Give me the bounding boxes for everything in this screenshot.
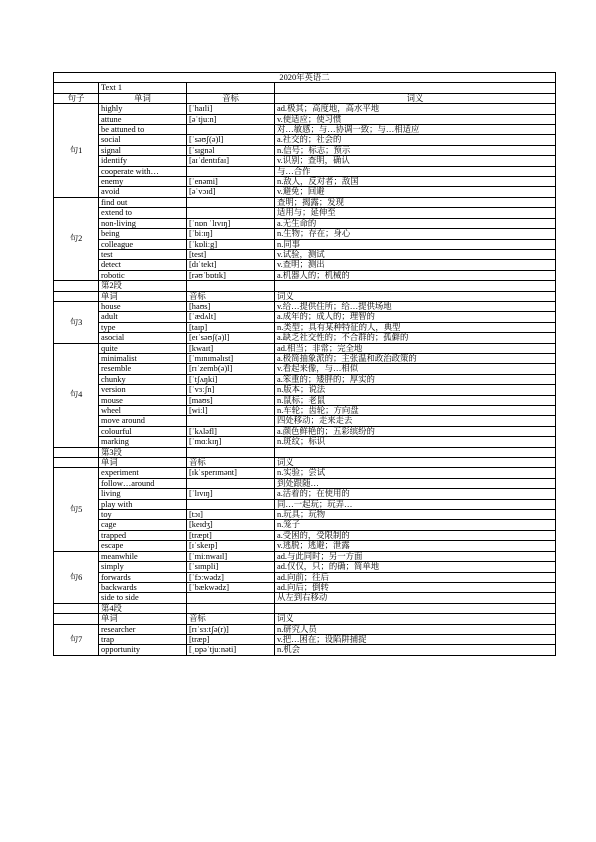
table-row [54, 249, 556, 259]
table-row [54, 385, 556, 395]
sheet-title: 2020年英语二 [54, 73, 556, 83]
word-cell: version [99, 385, 187, 395]
paragraph-label: 第2段 [99, 281, 187, 291]
header-phonetic: 音标 [187, 93, 275, 103]
word-cell: experiment [99, 468, 187, 478]
empty-cell [187, 603, 275, 613]
paragraph-label: 第3段 [99, 447, 187, 457]
text-label: Text 1 [99, 83, 187, 93]
phonetic-cell: [ˌɒpəˈtjuːnəti] [187, 645, 275, 655]
meaning-cell: n.信号；标志；预示 [275, 145, 556, 155]
meaning-cell: v.试验，测试 [275, 249, 556, 259]
phonetic-cell: [tɔɪ] [187, 510, 275, 520]
meaning-cell: n.车轮；齿轮；方向盘 [275, 406, 556, 416]
meaning-cell: n.实验；尝试 [275, 468, 556, 478]
meaning-cell: n.机会 [275, 645, 556, 655]
empty-cell [54, 83, 99, 93]
table-row [54, 395, 556, 405]
empty-cell [54, 458, 99, 468]
phonetic-cell [187, 499, 275, 509]
phonetic-cell: [ˈlɪvɪŋ] [187, 489, 275, 499]
sentence-group-label: 句6 [54, 551, 99, 603]
empty-cell [275, 281, 556, 291]
subheader-meaning: 词义 [275, 291, 556, 301]
word-cell: living [99, 489, 187, 499]
meaning-cell: v.避免；回避 [275, 187, 556, 197]
empty-cell [54, 281, 99, 291]
meaning-cell: ad.极其；高度地，高水平地 [275, 104, 556, 114]
word-cell: find out [99, 197, 187, 207]
table-row [54, 437, 556, 447]
meaning-cell: n.生物；存在；身心 [275, 229, 556, 239]
phonetic-cell: [wiːl] [187, 406, 275, 416]
empty-cell [54, 614, 99, 624]
phonetic-cell [187, 125, 275, 135]
word-cell: meanwhile [99, 551, 187, 561]
table-row [54, 645, 556, 655]
word-cell: identify [99, 156, 187, 166]
table-row [54, 499, 556, 509]
word-cell: move around [99, 416, 187, 426]
table-row [54, 208, 556, 218]
meaning-cell: n.类型；具有某种特征的人，典型 [275, 322, 556, 332]
meaning-cell: a.笨重的；矮胖的；厚实的 [275, 374, 556, 384]
subheader-phonetic: 音标 [187, 291, 275, 301]
word-cell: be attuned to [99, 125, 187, 135]
phonetic-cell: [ˈsəʊʃ(ə)l] [187, 135, 275, 145]
meaning-cell: a.颜色鲜艳的；五彩缤纷的 [275, 426, 556, 436]
word-cell: robotic [99, 270, 187, 280]
table-row [54, 177, 556, 187]
table-row [54, 312, 556, 322]
word-cell: trapped [99, 530, 187, 540]
sentence-group-label: 句7 [54, 624, 99, 655]
word-cell: chunky [99, 374, 187, 384]
table-row [54, 260, 556, 270]
word-cell: simply [99, 562, 187, 572]
meaning-cell: a.无生命的 [275, 218, 556, 228]
subheader-meaning: 词义 [275, 458, 556, 468]
word-cell: detect [99, 260, 187, 270]
meaning-cell: a.活着的；在使用的 [275, 489, 556, 499]
table-row [54, 562, 556, 572]
empty-cell [187, 281, 275, 291]
meaning-cell: a.社交的；社会的 [275, 135, 556, 145]
table-row [54, 634, 556, 644]
phonetic-cell: [ˈsɪgnəl [187, 145, 275, 155]
meaning-cell: ad.向前；往后 [275, 572, 556, 582]
meaning-cell: n.笼子 [275, 520, 556, 530]
table-row [54, 582, 556, 592]
phonetic-cell: [træp] [187, 634, 275, 644]
meaning-cell: n.研究人员 [275, 624, 556, 634]
phonetic-cell: [rɪˈsɜːtʃə(r)] [187, 624, 275, 634]
meaning-cell: n.版本；说法 [275, 385, 556, 395]
meaning-cell: n.同事 [275, 239, 556, 249]
phonetic-cell: [ˈkʌləfl] [187, 426, 275, 436]
phonetic-cell: [træpt] [187, 530, 275, 540]
word-cell: follow…around [99, 478, 187, 488]
sentence-group-label: 句3 [54, 301, 99, 343]
meaning-cell: v.查明；测出 [275, 260, 556, 270]
meaning-cell: 查明；揭露；发现 [275, 197, 556, 207]
phonetic-cell: [rəʊˈbɒtɪk] [187, 270, 275, 280]
table-row [54, 197, 556, 207]
meaning-cell: 对…敏感；与…协调一致；与…相适应 [275, 125, 556, 135]
table-row [54, 114, 556, 124]
phonetic-cell: [maʊs] [187, 395, 275, 405]
meaning-cell: a.成年的；成人的；理智的 [275, 312, 556, 322]
phonetic-cell: [ˈbækwədz] [187, 582, 275, 592]
meaning-cell: 四处移动；走来走去 [275, 416, 556, 426]
phonetic-cell: [eɪˈsəʊʃ(ə)l] [187, 333, 275, 343]
word-cell: cage [99, 520, 187, 530]
table-row [54, 364, 556, 374]
phonetic-cell: [kwaɪt] [187, 343, 275, 353]
phonetic-cell: [test] [187, 249, 275, 259]
word-cell: social [99, 135, 187, 145]
phonetic-cell: [ˈhaɪli] [187, 104, 275, 114]
table-row [54, 541, 556, 551]
paragraph-row [54, 603, 556, 613]
meaning-cell: v.逃脱；逃避；泄露 [275, 541, 556, 551]
phonetic-cell [187, 208, 275, 218]
table-row [54, 520, 556, 530]
meaning-cell: 从左到右移动 [275, 593, 556, 603]
table-row [54, 156, 556, 166]
phonetic-cell: [haʊs] [187, 301, 275, 311]
table-row [54, 301, 556, 311]
meaning-cell: 与…合作 [275, 166, 556, 176]
word-cell: escape [99, 541, 187, 551]
paragraph-label: 第4段 [99, 603, 187, 613]
subheader-phonetic: 音标 [187, 458, 275, 468]
empty-cell [54, 603, 99, 613]
empty-cell [54, 447, 99, 457]
word-cell: extend to [99, 208, 187, 218]
phonetic-cell: [taɪp] [187, 322, 275, 332]
table-row [54, 239, 556, 249]
word-cell: non-living [99, 218, 187, 228]
subheader-meaning: 词义 [275, 614, 556, 624]
word-cell: mouse [99, 395, 187, 405]
meaning-cell: a.缺乏社交性的；不合群的；孤僻的 [275, 333, 556, 343]
empty-cell [187, 83, 275, 93]
empty-cell [275, 603, 556, 613]
word-cell: trap [99, 634, 187, 644]
vocabulary-table [53, 72, 556, 656]
word-cell: test [99, 249, 187, 259]
word-cell: enemy [99, 177, 187, 187]
word-cell: avoid [99, 187, 187, 197]
header-sentence: 句子 [54, 93, 99, 103]
word-cell: cooperate with… [99, 166, 187, 176]
word-cell: adult [99, 312, 187, 322]
word-cell: signal [99, 145, 187, 155]
phonetic-cell: [ˈbiːɪŋ] [187, 229, 275, 239]
phonetic-cell: [ˈmɑːkɪŋ] [187, 437, 275, 447]
sentence-group-label: 句5 [54, 468, 99, 551]
table-row [54, 406, 556, 416]
subheader-row [54, 614, 556, 624]
subheader-word: 单词 [99, 291, 187, 301]
phonetic-cell: [ˈædʌlt] [187, 312, 275, 322]
phonetic-cell: [dɪˈtekt] [187, 260, 275, 270]
meaning-cell: v.识别；查明，确认 [275, 156, 556, 166]
phonetic-cell: [ˈmɪnɪməlɪst] [187, 353, 275, 363]
meaning-cell: a.受困的，受限制的 [275, 530, 556, 540]
meaning-cell: v.给…提供住所；给…提供场地 [275, 301, 556, 311]
table-row [54, 478, 556, 488]
meaning-cell: n.玩具；玩物 [275, 510, 556, 520]
phonetic-cell: [ɪkˈsperɪmənt] [187, 468, 275, 478]
table-row [54, 353, 556, 363]
table-row [54, 166, 556, 176]
phonetic-cell: [ɪˈskeɪp] [187, 541, 275, 551]
meaning-cell: 适用与；延伸至 [275, 208, 556, 218]
table-row [54, 416, 556, 426]
meaning-cell: v.看起来像，与…相似 [275, 364, 556, 374]
subheader-word: 单词 [99, 458, 187, 468]
empty-cell [187, 447, 275, 457]
word-cell: highly [99, 104, 187, 114]
word-cell: colourful [99, 426, 187, 436]
subheader-row [54, 458, 556, 468]
meaning-cell: ad.相当；非常；完全地 [275, 343, 556, 353]
word-cell: asocial [99, 333, 187, 343]
subheader-word: 单词 [99, 614, 187, 624]
meaning-cell: v.把…困在；设陷阱捕捉 [275, 634, 556, 644]
meaning-cell: n.敌人，反对者；敌国 [275, 177, 556, 187]
table-row [54, 343, 556, 353]
sentence-group-label: 句1 [54, 104, 99, 198]
table-row [54, 125, 556, 135]
phonetic-cell: [aɪˈdentɪfaɪ] [187, 156, 275, 166]
word-cell: opportunity [99, 645, 187, 655]
meaning-cell: ad.向后；倒转 [275, 582, 556, 592]
word-cell: forwards [99, 572, 187, 582]
meaning-cell: n.鼠标；老鼠 [275, 395, 556, 405]
meaning-cell: v.使适应；使习惯 [275, 114, 556, 124]
meaning-cell: n.斑纹；标识 [275, 437, 556, 447]
table-row [54, 468, 556, 478]
meaning-cell: 到处跟随… [275, 478, 556, 488]
table-row [54, 593, 556, 603]
word-cell: toy [99, 510, 187, 520]
meaning-cell: ad.与此同时；另一方面 [275, 551, 556, 561]
phonetic-cell: [ˈvɜːʃn] [187, 385, 275, 395]
phonetic-cell: [ˈnɒn ˈlɪvɪŋ] [187, 218, 275, 228]
phonetic-cell: [ˈsɪmpli] [187, 562, 275, 572]
table-row [54, 270, 556, 280]
phonetic-cell: [ˈfɔːwədz] [187, 572, 275, 582]
word-cell: colleague [99, 239, 187, 249]
header-word: 单词 [99, 93, 187, 103]
phonetic-cell: [əˈvɔɪd] [187, 187, 275, 197]
empty-cell [275, 83, 556, 93]
table-row [54, 333, 556, 343]
table-row [54, 489, 556, 499]
word-cell: resemble [99, 364, 187, 374]
table-row [54, 104, 556, 114]
table-row [54, 551, 556, 561]
meaning-cell: a.极简抽象派的；主张温和政治政策的 [275, 353, 556, 363]
table-row [54, 187, 556, 197]
phonetic-cell: [keɪdʒ] [187, 520, 275, 530]
table-row [54, 624, 556, 634]
word-cell: attune [99, 114, 187, 124]
phonetic-cell: [ˈtʃʌŋki] [187, 374, 275, 384]
table-row [54, 145, 556, 155]
phonetic-cell [187, 593, 275, 603]
table-row [54, 510, 556, 520]
table-row [54, 572, 556, 582]
phonetic-cell: [ˈmiːnwaɪl] [187, 551, 275, 561]
header-meaning: 词义 [275, 93, 556, 103]
sentence-group-label: 句4 [54, 343, 99, 447]
word-cell: side to side [99, 593, 187, 603]
table-row [54, 135, 556, 145]
phonetic-cell: [ˈkɒliːg] [187, 239, 275, 249]
paragraph-row [54, 281, 556, 291]
phonetic-cell: [əˈtjuːn] [187, 114, 275, 124]
phonetic-cell: [rɪˈzemb(ə)l] [187, 364, 275, 374]
word-cell: marking [99, 437, 187, 447]
meaning-cell: a.机器人的；机械的 [275, 270, 556, 280]
phonetic-cell [187, 166, 275, 176]
table-row [54, 374, 556, 384]
phonetic-cell [187, 478, 275, 488]
word-cell: backwards [99, 582, 187, 592]
word-cell: being [99, 229, 187, 239]
word-cell: minimalist [99, 353, 187, 363]
table-row [54, 229, 556, 239]
word-cell: play with [99, 499, 187, 509]
phonetic-cell: [ˈenəmi] [187, 177, 275, 187]
empty-cell [54, 291, 99, 301]
paragraph-row [54, 447, 556, 457]
table-row [54, 218, 556, 228]
subheader-row [54, 291, 556, 301]
empty-cell [275, 447, 556, 457]
word-cell: researcher [99, 624, 187, 634]
subheader-phonetic: 音标 [187, 614, 275, 624]
table-row [54, 322, 556, 332]
meaning-cell: 同…一起玩；玩弄… [275, 499, 556, 509]
table-row [54, 530, 556, 540]
sentence-group-label: 句2 [54, 197, 99, 280]
phonetic-cell [187, 416, 275, 426]
meaning-cell: ad.仅仅，只；的确；简单地 [275, 562, 556, 572]
word-cell: type [99, 322, 187, 332]
word-cell: wheel [99, 406, 187, 416]
table-row [54, 426, 556, 436]
phonetic-cell [187, 197, 275, 207]
word-cell: house [99, 301, 187, 311]
word-cell: quite [99, 343, 187, 353]
